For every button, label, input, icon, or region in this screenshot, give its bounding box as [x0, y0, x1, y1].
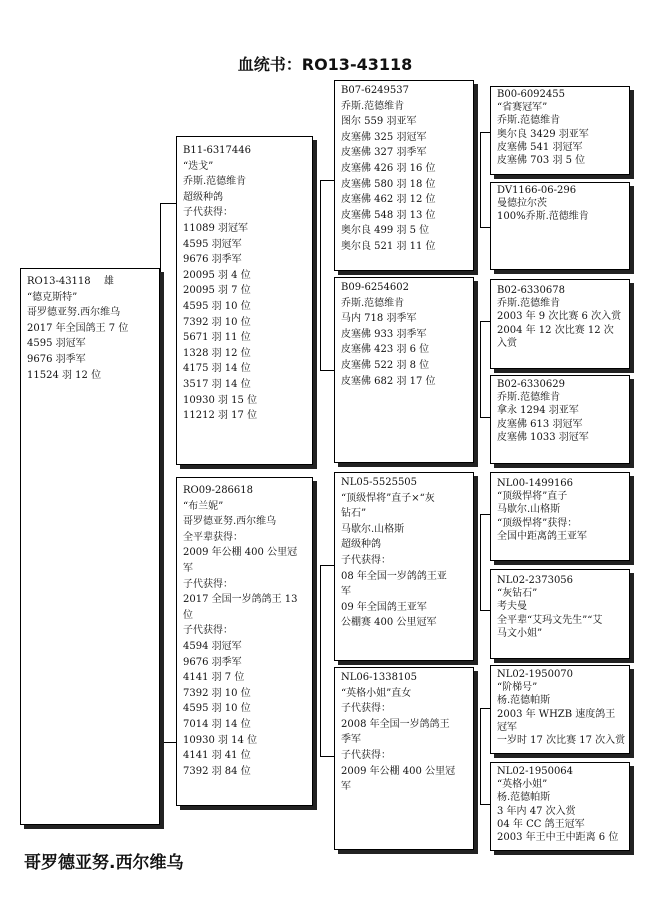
ss-line: 图尔 559 羽亚军: [341, 116, 417, 128]
ggp-line: 皮塞佛 1033 羽冠军: [497, 431, 589, 443]
ss-line: B07-6249537: [341, 85, 409, 96]
ggp-line: 全国中距离鸽王亚军: [497, 530, 587, 542]
ggp-line: 皮塞佛 613 羽冠军: [497, 418, 583, 430]
ggp-line: 杨.范德帕斯: [497, 695, 551, 707]
ggp-line: 拿永 1294 羽亚军: [497, 405, 579, 417]
ggp-line: “阶梯号”: [497, 682, 538, 694]
sire-line: 20095 羽 7 位: [183, 285, 251, 297]
sire-line: 4595 羽 10 位: [183, 300, 251, 312]
ss-line: 皮塞佛 327 羽季军: [341, 147, 427, 159]
subject-line: “德克斯特”: [27, 291, 78, 303]
connector-subject-sire: [160, 203, 176, 204]
ss-line: 皮塞佛 426 羽 16 位: [341, 162, 436, 174]
ggp-line: DV1166-06-296: [497, 185, 577, 196]
ggp-line: 2004 年 12 次比赛 12 次: [497, 324, 614, 336]
connector-ds: [480, 514, 481, 611]
dam-line: 4141 羽 41 位: [183, 750, 251, 762]
sd-line: 皮塞佛 423 羽 6 位: [341, 344, 430, 356]
dam-line: 7014 羽 14 位: [183, 718, 251, 730]
ggp-card: [490, 665, 630, 754]
sire-line: 超级种鸽: [183, 191, 223, 203]
ds-line: 超级种鸽: [341, 539, 381, 551]
dam-card: [176, 477, 313, 806]
ggp-card: [490, 762, 630, 851]
dam-line: 子代获得：: [183, 578, 233, 590]
subject-line: 2017 年全国鸽王 7 位: [27, 322, 129, 334]
connector-sd-top: [480, 321, 490, 322]
ggp-card: [490, 182, 630, 270]
sd-line: 皮塞佛 933 羽季军: [341, 328, 427, 340]
ggp-line: 皮塞佛 541 羽冠军: [497, 141, 583, 153]
ds-line: NL05-5525505: [341, 477, 418, 488]
ggp-line: B02-6330629: [497, 379, 565, 390]
sire-dam-card: [334, 277, 474, 463]
dam-line: 4141 羽 7 位: [183, 672, 245, 684]
connector-dd: [480, 708, 481, 805]
dam-line: 9676 羽季军: [183, 656, 242, 668]
ggp-card: [490, 569, 630, 659]
sire-line: 1328 羽 12 位: [183, 347, 251, 359]
ggp-line: 马歇尔.山格斯: [497, 504, 561, 516]
ggp-line: 100%乔斯.范德维肯: [497, 211, 589, 223]
sire-line: 11089 羽冠军: [183, 222, 248, 234]
sire-line: 20095 羽 4 位: [183, 269, 251, 281]
connector-dam-bottom: [320, 756, 334, 757]
ss-line: 皮塞佛 548 羽 13 位: [341, 209, 436, 221]
ds-line: 08 年全国一岁鸽鸽王亚: [341, 570, 447, 582]
sire-line: 7392 羽 10 位: [183, 316, 251, 328]
sire-line: “迭戈”: [183, 160, 214, 172]
subject-line: 9676 羽季军: [27, 353, 86, 365]
dd-line: 军: [341, 781, 351, 793]
sire-line: 5671 羽 11 位: [183, 332, 251, 344]
connector-subject-dam: [160, 742, 176, 743]
connector-subject: [160, 203, 161, 743]
subject-line: 4595 羽冠军: [27, 338, 86, 350]
dd-line: 2009 年公棚 400 公里冠: [341, 765, 456, 777]
ds-line: 钻石”: [341, 508, 367, 520]
dam-line: 10930 羽 14 位: [183, 734, 258, 746]
dd-line: “英格小姐”直女: [341, 687, 412, 699]
ss-line: 皮塞佛 462 羽 12 位: [341, 194, 436, 206]
ggp-line: “英格小姐”: [497, 779, 548, 791]
sd-line: 皮塞佛 682 羽 17 位: [341, 375, 436, 387]
ggp-line: 全平辈“艾玛文先生”“艾: [497, 614, 603, 626]
dd-line: 子代获得：: [341, 703, 391, 715]
page-title: 血统书：RO13-43118: [237, 55, 413, 74]
subject-line: RO13-43118 雄: [27, 276, 114, 287]
dam-line: 2017 全国一岁鸽鸽王 13: [183, 594, 298, 606]
dam-line: 哥罗德亚努.西尔维乌: [183, 516, 277, 528]
ss-line: 奥尔良 499 羽 5 位: [341, 225, 430, 237]
ds-line: 09 年全国鸽王亚军: [341, 601, 427, 613]
dd-line: 子代获得：: [341, 749, 391, 761]
connector-dam: [320, 565, 321, 757]
ds-line: 公棚赛 400 公里冠军: [341, 617, 437, 629]
connector-sd-bottom: [480, 417, 490, 418]
dam-line: 全平辈获得：: [183, 531, 243, 543]
ggp-line: 考夫曼: [497, 601, 527, 613]
connector-sire-top: [320, 180, 334, 181]
ggp-line: 皮塞佛 703 羽 5 位: [497, 155, 586, 167]
dd-line: NL06-1338105: [341, 672, 418, 683]
ggp-line: 3 年内 47 次入赏: [497, 805, 576, 817]
ggp-line: NL02-1950070: [497, 669, 574, 680]
sire-sire-card: [334, 80, 474, 271]
dam-line: “布兰妮”: [183, 500, 224, 512]
ggp-line: 乔斯.范德维肯: [497, 392, 561, 404]
dam-line: 军: [183, 562, 193, 574]
sd-line: B09-6254602: [341, 282, 409, 293]
sire-line: 乔斯.范德维肯: [183, 176, 247, 188]
ss-line: 乔斯.范德维肯: [341, 100, 405, 112]
ss-line: 皮塞佛 325 羽冠军: [341, 131, 427, 143]
ggp-line: B00-6092455: [497, 89, 565, 100]
ggp-line: 冠军: [497, 721, 517, 733]
ggp-line: 04 年 CC 鸽王冠军: [497, 818, 585, 830]
ggp-line: 乔斯.范德维肯: [497, 298, 561, 310]
connector-sire-bottom: [320, 370, 334, 371]
ggp-card: [490, 86, 630, 175]
connector-dd-bottom: [480, 804, 490, 805]
ggp-line: 曼德拉尔茨: [497, 198, 547, 210]
ds-line: “顶级悍将”直子×“灰: [341, 492, 435, 504]
connector-dam-top: [320, 565, 334, 566]
connector-ss-bottom: [480, 227, 490, 228]
sire-line: 4595 羽冠军: [183, 238, 242, 250]
dam-line: 子代获得：: [183, 625, 233, 637]
connector-ds-bottom: [480, 610, 490, 611]
dam-line: 位: [183, 609, 193, 621]
connector-ss: [480, 132, 481, 228]
ggp-line: “顶级悍将”获得：: [497, 517, 578, 529]
dam-line: 4594 羽冠军: [183, 640, 242, 652]
ds-line: 子代获得：: [341, 554, 391, 566]
connector-sire: [320, 180, 321, 371]
subject-line: 11524 羽 12 位: [27, 369, 102, 381]
ds-line: 马歇尔.山格斯: [341, 523, 405, 535]
ggp-line: “省赛冠军”: [497, 102, 548, 114]
ggp-line: 一岁时 17 次比赛 17 次入赏: [497, 735, 626, 747]
connector-ss-top: [480, 132, 490, 133]
sire-line: 3517 羽 14 位: [183, 378, 251, 390]
dam-line: RO09-286618: [183, 485, 254, 496]
breeder-name: 哥罗德亚努.西尔维乌: [24, 853, 184, 873]
ggp-line: 2003 年 WHZB 速度鸽王: [497, 708, 616, 720]
sire-line: 10930 羽 15 位: [183, 394, 258, 406]
sd-line: 乔斯.范德维肯: [341, 297, 405, 309]
ggp-line: 2003 年 9 次比赛 6 次入赏: [497, 311, 622, 323]
ggp-line: NL02-2373056: [497, 575, 574, 586]
connector-dd-top: [480, 708, 490, 709]
ds-line: 军: [341, 586, 351, 598]
ss-line: 奥尔良 521 羽 11 位: [341, 240, 436, 252]
sd-line: 马内 718 羽季军: [341, 313, 417, 325]
dam-line: 7392 羽 10 位: [183, 687, 251, 699]
ss-line: 皮塞佛 580 羽 18 位: [341, 178, 436, 190]
ggp-line: “顶级悍将”直子: [497, 491, 568, 503]
sd-line: 皮塞佛 522 羽 8 位: [341, 359, 430, 371]
ggp-card: [490, 279, 630, 369]
ggp-line: NL02-1950064: [497, 766, 574, 777]
dam-dam-card: [334, 667, 474, 850]
sire-line: 4175 羽 14 位: [183, 363, 251, 375]
ggp-line: “灰钻石”: [497, 588, 538, 600]
sire-line: B11-6317446: [183, 145, 251, 156]
connector-sd: [480, 321, 481, 418]
ggp-line: 杨.范德帕斯: [497, 792, 551, 804]
subject-line: 哥罗德亚努.西尔维乌: [27, 307, 121, 319]
ggp-line: 马文小姐”: [497, 627, 543, 639]
dam-sire-card: [334, 472, 474, 661]
ggp-line: 2003 年王中王中距离 6 位: [497, 832, 619, 844]
dam-line: 2009 年公棚 400 公里冠: [183, 547, 298, 559]
subject-card: [20, 268, 160, 825]
ggp-line: 入赏: [497, 337, 517, 349]
dd-line: 2008 年全国一岁鸽鸽王: [341, 718, 450, 730]
sire-line: 11212 羽 17 位: [183, 410, 258, 422]
dam-line: 7392 羽 84 位: [183, 765, 251, 777]
dd-line: 季军: [341, 734, 361, 746]
ggp-card: [490, 375, 630, 464]
connector-ds-top: [480, 514, 490, 515]
ggp-line: NL00-1499166: [497, 478, 574, 489]
sire-line: 9676 羽季军: [183, 254, 242, 266]
ggp-line: 奥尔良 3429 羽亚军: [497, 128, 589, 140]
ggp-line: B02-6330678: [497, 285, 565, 296]
sire-card: [176, 136, 313, 465]
ggp-line: 乔斯.范德维肯: [497, 115, 561, 127]
sire-line: 子代获得：: [183, 207, 233, 219]
ggp-card: [490, 472, 630, 561]
dam-line: 4595 羽 10 位: [183, 703, 251, 715]
